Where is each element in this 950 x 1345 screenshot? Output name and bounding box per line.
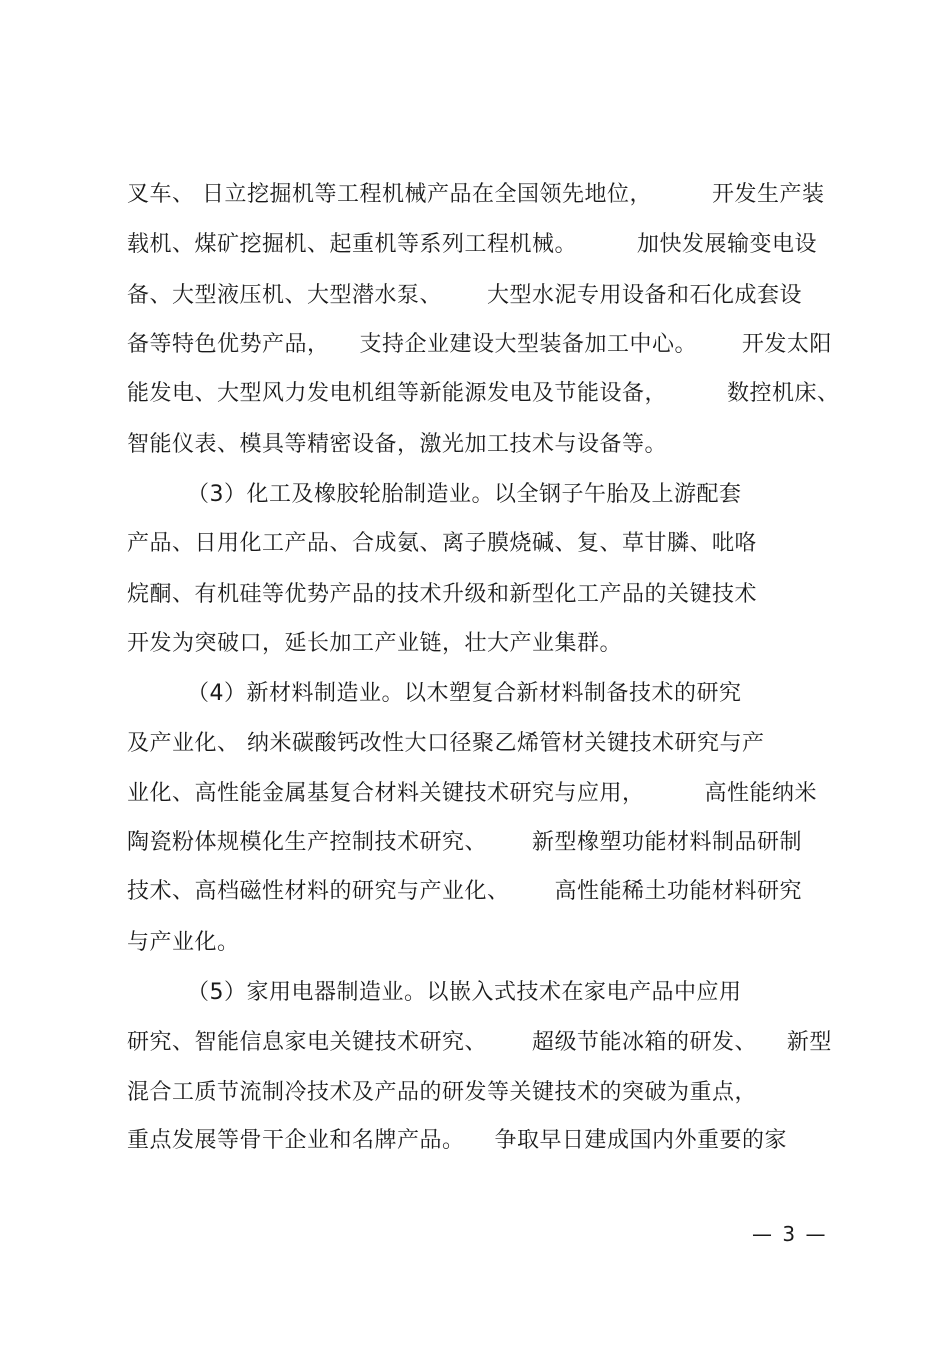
text-line-3: 备、大型液压机、大型潜水泵、 大型水泥专用设备和石化成套设 xyxy=(127,283,802,308)
text-line-1: 叉车、 日立挖掘机等工程机械产品在全国领先地位， 开发生产装 xyxy=(127,182,825,207)
text-line-14: 陶瓷粉体规模化生产控制技术研究、 新型橡塑功能材料制品研制 xyxy=(127,830,802,855)
text-line-11: （4）新材料制造业。以木塑复合新材料制备技术的研究 xyxy=(127,681,742,706)
text-line-12: 及产业化、 纳米碳酸钙改性大口径聚乙烯管材关键技术研究与产 xyxy=(127,731,765,756)
text-line-18: 研究、智能信息家电关键技术研究、 超级节能冰箱的研发、 新型 xyxy=(127,1030,832,1055)
text-line-10: 开发为突破口，延长加工产业链，壮大产业集群。 xyxy=(127,631,623,656)
text-line-13: 业化、高性能金属基复合材料关键技术研究与应用， 高性能纳米 xyxy=(127,781,817,806)
text-line-4: 备等特色优势产品， 支持企业建设大型装备加工中心。 开发太阳 xyxy=(127,332,832,357)
text-line-16: 与产业化。 xyxy=(127,930,240,955)
text-line-2: 载机、煤矿挖掘机、起重机等系列工程机械。 加快发展输变电设 xyxy=(127,232,817,257)
text-line-17: （5）家用电器制造业。以嵌入式技术在家电产品中应用 xyxy=(127,980,742,1005)
page-number: — 3 — xyxy=(752,1222,828,1246)
text-line-19: 混合工质节流制冷技术及产品的研发等关键技术的突破为重点， xyxy=(127,1080,758,1105)
text-line-8: 产品、日用化工产品、合成氨、离子膜烧碱、复、草甘膦、吡咯 xyxy=(127,531,758,556)
text-line-5: 能发电、大型风力发电机组等新能源发电及节能设备， 数控机床、 xyxy=(127,381,840,406)
text-line-15: 技术、高档磁性材料的研究与产业化、 高性能稀土功能材料研究 xyxy=(127,879,802,904)
text-line-20: 重点发展等骨干企业和名牌产品。 争取早日建成国内外重要的家 xyxy=(127,1128,787,1153)
text-line-6: 智能仪表、模具等精密设备，激光加工技术与设备等。 xyxy=(127,432,668,457)
text-line-7: （3）化工及橡胶轮胎制造业。以全钢子午胎及上游配套 xyxy=(127,482,742,507)
text-line-9: 烷酮、有机硅等优势产品的技术升级和新型化工产品的关键技术 xyxy=(127,582,758,607)
